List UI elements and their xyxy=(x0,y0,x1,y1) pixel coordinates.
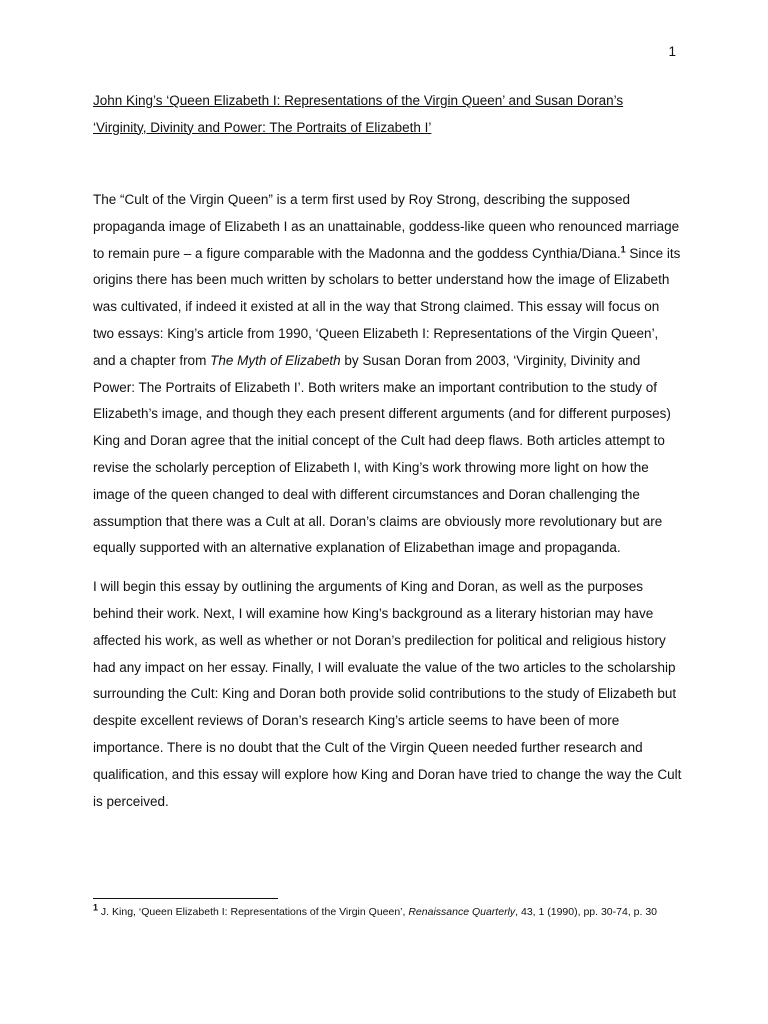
footnote-reference: 1 xyxy=(620,244,626,255)
essay-body xyxy=(93,187,683,827)
paragraph-1-text-b: Since its origins there has been much written by scholars to better understand how the image of Elizabeth was cultivated, if indeed it existed at all in the way that Strong claimed. This essay will focus on two essays: King’s article from 1990, ‘Queen Elizabeth I: Representations of the Virgin Queen’, and a chapter from xyxy=(93,245,681,368)
footnote-text-a: J. King, ‘Queen Elizabeth I: Representations of the Virgin Queen’, xyxy=(98,906,409,918)
essay-title xyxy=(93,88,683,141)
paragraph-2: I will begin this essay by outlining the arguments of King and Doran, as well as the purposes behind their work. Next, I will examine how King’s background as a literary historian may have affected his work, as well as whether or not Doran’s predilection for political and religious history had any impact on her essay. Finally, I will evaluate the value of the two articles to the scholarship surrounding the Cult: King and Doran both provide solid contributions to the study of Elizabeth but despite excellent reviews of Doran’s research King’s article seems to have been of more importance. There is no doubt that the Cult of the Virgin Queen needed further research and qualification, and this essay will explore how King and Doran have tried to change the way the Cult is perceived. xyxy=(93,579,682,809)
paragraph-1 xyxy=(93,187,683,562)
footnote-text-b: , 43, 1 (1990), pp. 30-74, p. 30 xyxy=(515,906,658,918)
footnote-separator xyxy=(93,898,278,899)
book-title: The Myth of Elizabeth xyxy=(210,352,341,368)
essay-title-line-2: ‘Virginity, Divinity and Power: The Portraits of Elizabeth I’ xyxy=(93,119,432,135)
footnote xyxy=(93,904,683,920)
journal-title: Renaissance Quarterly xyxy=(408,906,516,918)
essay-title-line-1: John King’s ‘Queen Elizabeth I: Representations of the Virgin Queen’ and Susan Doran’s xyxy=(93,93,624,108)
page-number: 1 xyxy=(668,44,676,59)
paragraph-1-text-c: by Susan Doran from 2003, ‘Virginity, Divinity and Power: The Portraits of Elizabeth I’. Both writers make an important contribution to the study of Elizabeth’s image, and though they each present different arguments (and for different purposes) King and Doran agree that the initial concept of the Cult had deep flaws. Both articles attempt to revise the scholarly perception of Elizabeth I, with King’s work throwing more light on how the image of the queen changed to deal with different circumstances and Doran challenging the assumption that there was a Cult at all. Doran’s claims are obviously more revolutionary but are equally supported with an alternative explanation of Elizabethan image and propaganda. xyxy=(93,352,671,556)
paragraph-1-text-a: The “Cult of the Virgin Queen” is a term first used by Roy Strong, describing the supposed propaganda image of Elizabeth I as an unattainable, goddess-like queen who renounced marriage to remain pure – a figure comparable with the Madonna and the goddess Cynthia/Diana. xyxy=(93,192,680,261)
footnote-marker: 1 xyxy=(93,902,99,913)
